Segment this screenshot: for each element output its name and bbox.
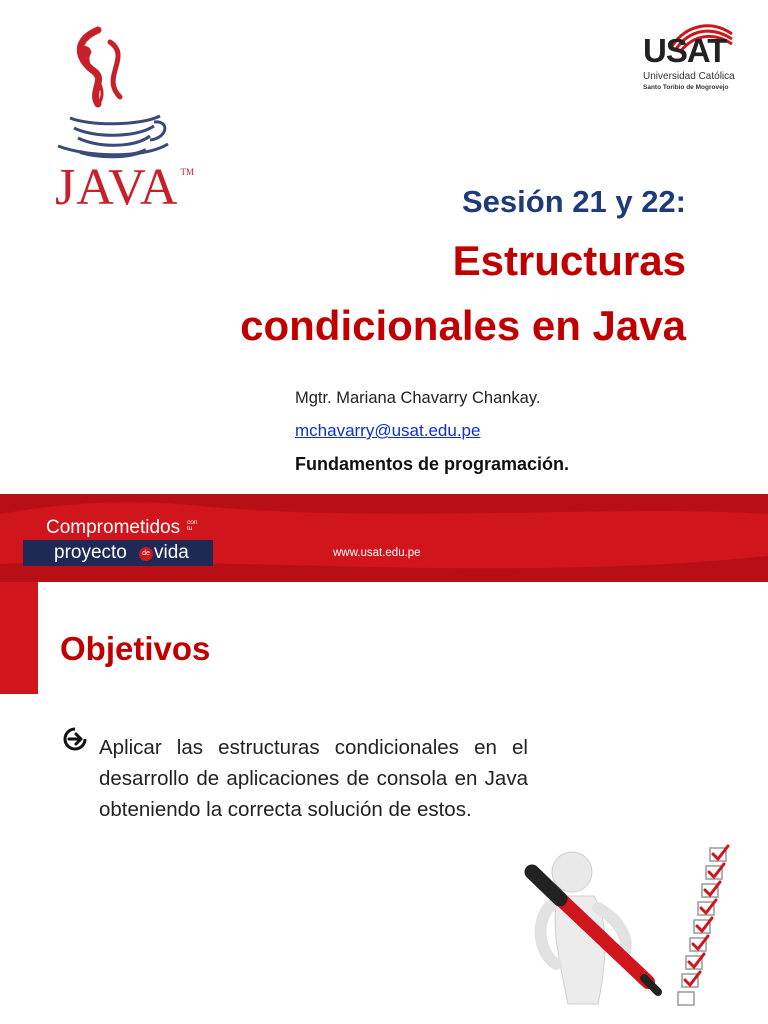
java-wordmark: JAVA ™ <box>55 159 194 216</box>
slogan-comprometidos: Comprometidos <box>46 517 181 538</box>
left-accent-bar <box>0 582 38 694</box>
session-label: Sesión 21 y 22: <box>461 184 686 219</box>
person-checklist-illustration-icon <box>520 844 750 1024</box>
objective-bullet-text: Aplicar las estructuras condicionales en el desarrollo de aplicaciones de consola en Java obteniendo la correcta solución de estos. <box>99 736 528 821</box>
footer-band <box>0 494 768 582</box>
slogan-con-tu: con tu <box>187 519 198 533</box>
objectives-slide <box>0 582 768 1024</box>
usat-university-name: Universidad Católica <box>643 71 735 82</box>
author-email-link[interactable]: mchavarry@usat.edu.pe <box>295 421 481 440</box>
usat-logo-text: USAT <box>643 32 727 69</box>
circle-arrow-right-icon <box>63 727 87 751</box>
course-name: Fundamentos de programación. <box>295 454 570 474</box>
slide-title-line2: condicionales en Java <box>240 302 686 349</box>
band-wave-decoration <box>0 494 768 582</box>
slide-title-line1: Estructuras <box>452 237 686 284</box>
slogan-de-badge: de <box>139 547 153 561</box>
objectives-title: Objetivos <box>60 630 211 667</box>
slogan-proyecto: proyecto <box>54 542 127 563</box>
slogan-vida: vida <box>154 542 189 563</box>
website-link[interactable]: www.usat.edu.pe <box>333 547 421 559</box>
usat-university-subname: Santo Toribio de Mogrovejo <box>643 84 729 91</box>
author-name: Mgtr. Mariana Chavarry Chankay. <box>295 389 541 407</box>
